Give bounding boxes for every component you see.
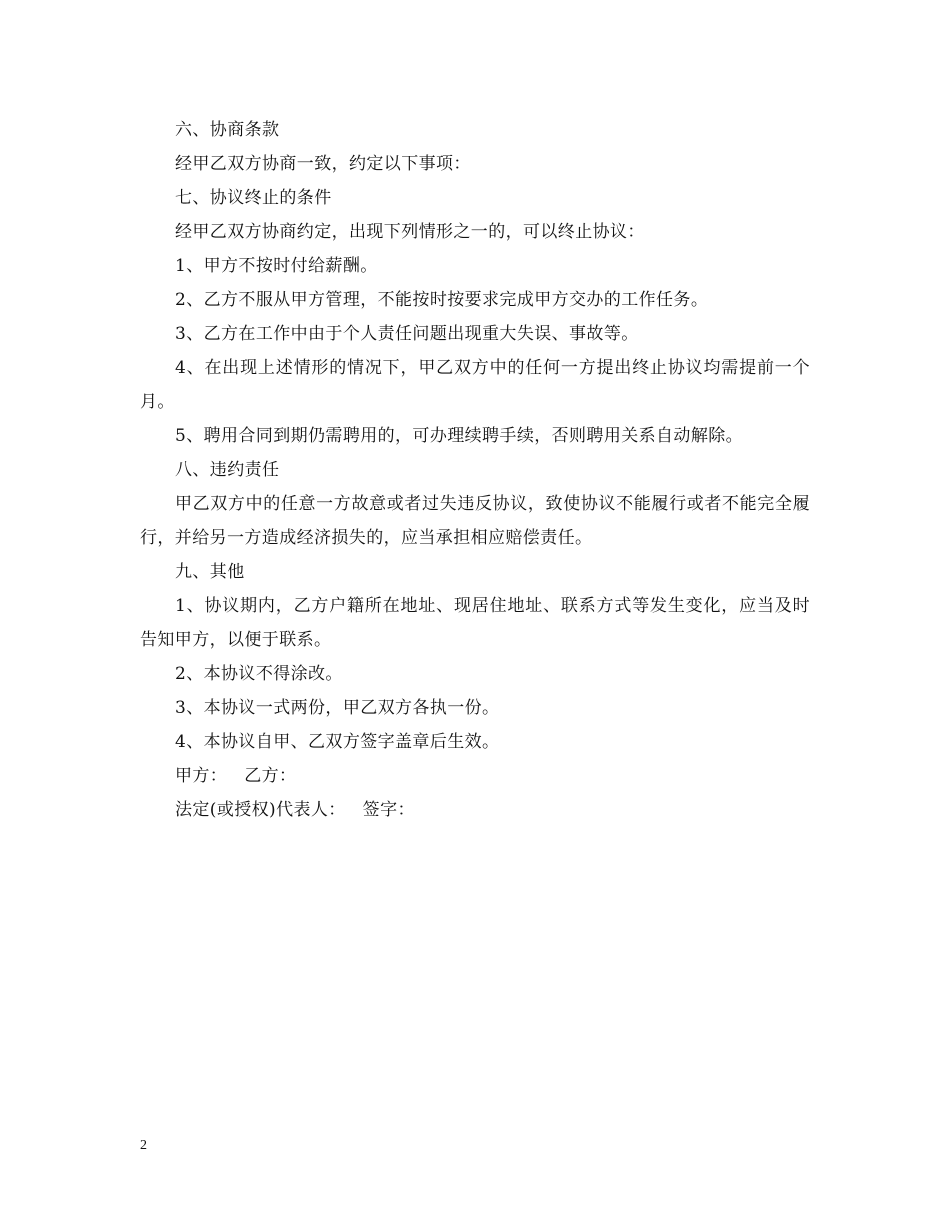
section-heading-negotiation: 六、协商条款 [175, 120, 280, 140]
list-item: 3、本协议一式两份，甲乙双方各执一份。 [175, 698, 500, 718]
sign-label: 签字： [362, 800, 415, 820]
signature-line-representative [140, 793, 810, 827]
list-item: 2、本协议不得涂改。 [175, 664, 343, 684]
paragraph: 经甲乙双方协商一致，约定以下事项： [175, 154, 471, 174]
document-body [140, 113, 810, 827]
page-number: 2 [140, 1138, 147, 1153]
section-heading-liability: 八、违约责任 [175, 460, 280, 480]
party-a-label: 甲方： [175, 766, 228, 786]
list-item: 4、本协议自甲、乙双方签字盖章后生效。 [175, 732, 500, 752]
section-heading-termination: 七、协议终止的条件 [175, 188, 332, 208]
signature-line-parties [140, 759, 810, 793]
list-item: 5、聘用合同到期仍需聘用的，可办理续聘手续，否则聘用关系自动解除。 [175, 426, 744, 446]
list-item: 4、在出现上述情形的情况下，甲乙双方中的任何一方提出终止协议均需提前一个月。 [140, 358, 810, 412]
list-item: 2、乙方不服从甲方管理，不能按时按要求完成甲方交办的工作任务。 [175, 290, 709, 310]
list-item: 3、乙方在工作中由于个人责任问题出现重大失误、事故等。 [175, 324, 639, 344]
representative-label: 法定(或授权)代表人： [175, 800, 346, 820]
party-b-label: 乙方： [244, 766, 297, 786]
list-item: 1、甲方不按时付给薪酬。 [175, 256, 378, 276]
paragraph: 经甲乙双方协商约定，出现下列情形之一的，可以终止协议： [175, 222, 645, 242]
list-item: 1、协议期内，乙方户籍所在地址、现居住地址、联系方式等发生变化，应当及时告知甲方，以便于联系。 [140, 596, 810, 650]
paragraph: 甲乙双方中的任意一方故意或者过失违反协议，致使协议不能履行或者不能完全履行，并给另一方造成经济损失的，应当承担相应赔偿责任。 [140, 494, 810, 548]
section-heading-other: 九、其他 [175, 562, 245, 582]
